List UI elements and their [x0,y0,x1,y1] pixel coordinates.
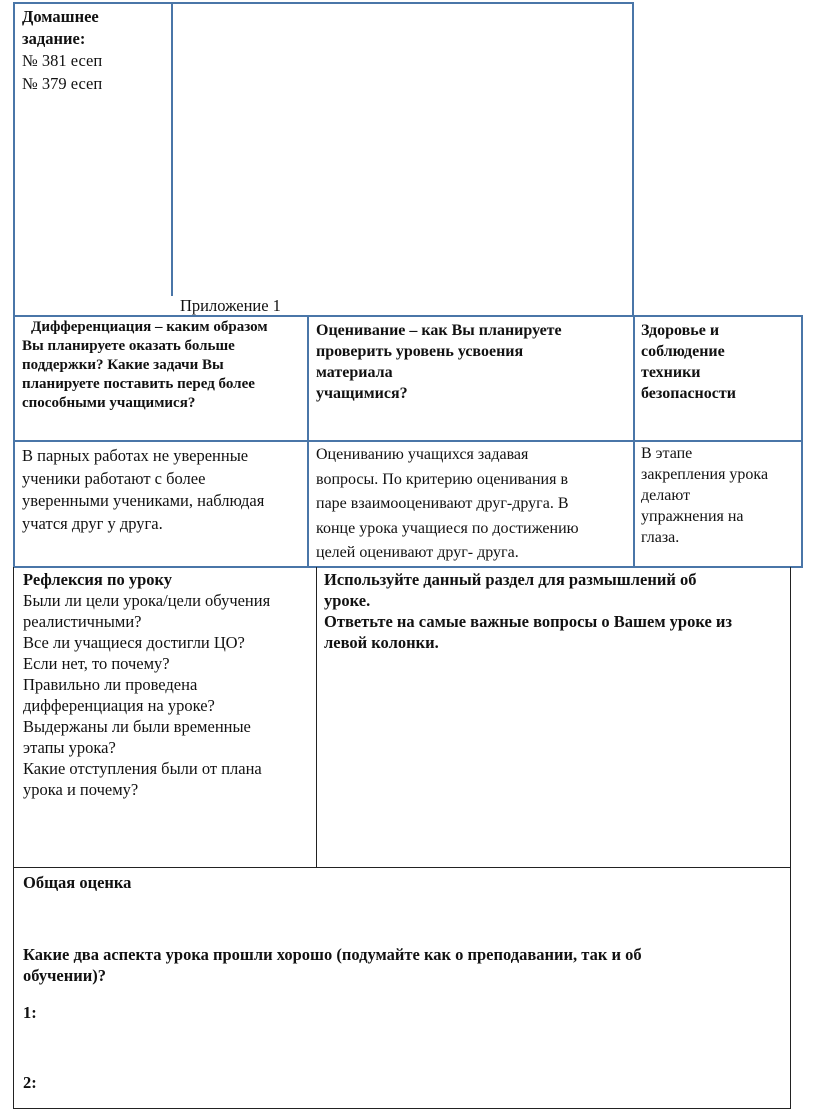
assessment-header: Оценивание – как Вы планируете проверить уровень усвоения материала учащимися? [316,322,562,402]
table-border [13,440,803,442]
table-border [13,315,803,317]
table-border [316,567,317,868]
assessment-answer: Оцениванию учащихся задавая вопросы. По критерию оценивания в паре взаимооценивают друг-друга. В конце урока учащиеся по достижению целей оценивают друг- друга. [316,446,579,561]
table-border [13,2,634,4]
homework-title: задание: [22,29,86,48]
overall-item-2: 2: [23,1073,37,1092]
table-border [13,566,803,568]
table-border [790,567,791,1109]
table-border [632,2,634,316]
homework-cell [22,6,170,95]
homework-item: № 379 есеп [22,73,103,93]
homework-title: Домашнее [22,7,99,26]
table-border [13,867,791,868]
overall-assessment [23,872,785,893]
table-border [13,2,15,316]
table-border [307,315,309,568]
health-answer: В этапе закрепления урока делают упражнения на глаза. [641,445,769,546]
differentiation-header: Дифференциация – каким образом Вы планируете оказать больше поддержки? Какие задачи Вы планируете поставить перед более способными учащимися? [22,319,268,411]
reflection-questions: Рефлексия по уроку Были ли цели урока/цели обучения реалистичными? Все ли учащиеся достигли ЦО? Если нет, то почему? Правильно ли проведена дифференциация на уроке? Выдержаны ли были временные этапы урока? Какие отступления были от плана урока и почему? [23,569,313,800]
table-border [801,315,803,568]
table-border [13,1108,791,1109]
reflection-title: Рефлексия по уроку [23,570,173,589]
overall-item-1: 1: [23,1003,37,1022]
reflection-instruction: Используйте данный раздел для размышлений об уроке. Ответьте на самые важные вопросы о Вашем уроке из левой колонки. [324,570,733,652]
table-border [13,315,15,568]
differentiation-answer: В парных работах не уверенные ученики работают с более уверенными учениками, наблюдая учатся друг у друга. [22,446,265,533]
overall-question: Какие два аспекта урока прошли хорошо (подумайте как о преподавании, так и об обучении)? [23,945,642,985]
appendix-label: Приложение 1 [180,296,281,315]
table-border [13,567,14,1109]
health-header: Здоровье и соблюдение техники безопасности [641,322,736,402]
table-border [633,315,635,568]
homework-item: № 381 есеп [22,51,103,70]
table-border [171,2,173,296]
overall-title: Общая оценка [23,873,132,892]
